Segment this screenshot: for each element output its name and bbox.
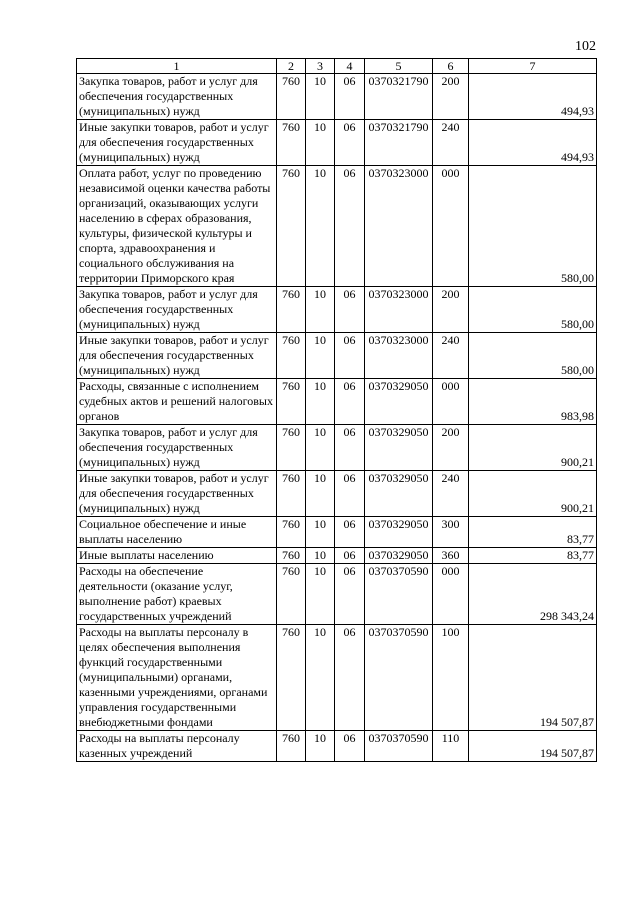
row-description: Закупка товаров, работ и услуг для обеспечения государственных (муниципальных) нужд xyxy=(77,425,277,471)
row-description: Закупка товаров, работ и услуг для обеспечения государственных (муниципальных) нужд xyxy=(77,74,277,120)
table-row xyxy=(77,471,597,517)
row-code-6: 200 xyxy=(433,287,469,333)
row-amount: 194 507,87 xyxy=(469,731,597,762)
row-amount: 83,77 xyxy=(469,517,597,548)
budget-table xyxy=(76,58,597,762)
row-code-4: 06 xyxy=(335,425,365,471)
row-code-5: 0370370590 xyxy=(365,731,433,762)
row-code-6: 300 xyxy=(433,517,469,548)
column-header: 4 xyxy=(335,59,365,74)
row-code-6: 200 xyxy=(433,425,469,471)
row-code-5: 0370321790 xyxy=(365,74,433,120)
row-code-3: 10 xyxy=(306,379,335,425)
row-code-3: 10 xyxy=(306,625,335,731)
row-code-5: 0370329050 xyxy=(365,425,433,471)
row-code-3: 10 xyxy=(306,333,335,379)
row-code-4: 06 xyxy=(335,379,365,425)
column-header: 6 xyxy=(433,59,469,74)
row-code-4: 06 xyxy=(335,517,365,548)
row-code-4: 06 xyxy=(335,333,365,379)
table-row xyxy=(77,564,597,625)
table-row xyxy=(77,548,597,564)
row-code-5: 0370329050 xyxy=(365,548,433,564)
table-row xyxy=(77,425,597,471)
row-code-2: 760 xyxy=(277,120,306,166)
row-code-2: 760 xyxy=(277,548,306,564)
row-description: Иные закупки товаров, работ и услуг для обеспечения государственных (муниципальных) нужд xyxy=(77,120,277,166)
row-code-5: 0370329050 xyxy=(365,379,433,425)
row-code-3: 10 xyxy=(306,731,335,762)
row-code-3: 10 xyxy=(306,120,335,166)
row-code-3: 10 xyxy=(306,564,335,625)
row-code-2: 760 xyxy=(277,287,306,333)
column-header: 2 xyxy=(277,59,306,74)
row-code-4: 06 xyxy=(335,471,365,517)
row-code-4: 06 xyxy=(335,548,365,564)
row-amount: 580,00 xyxy=(469,166,597,287)
row-code-3: 10 xyxy=(306,287,335,333)
row-code-4: 06 xyxy=(335,731,365,762)
row-code-3: 10 xyxy=(306,166,335,287)
row-code-4: 06 xyxy=(335,120,365,166)
table-body xyxy=(77,74,597,762)
row-code-2: 760 xyxy=(277,74,306,120)
row-code-6: 240 xyxy=(433,471,469,517)
table-row xyxy=(77,731,597,762)
row-code-2: 760 xyxy=(277,166,306,287)
table-row xyxy=(77,120,597,166)
row-description: Иные закупки товаров, работ и услуг для обеспечения государственных (муниципальных) нужд xyxy=(77,333,277,379)
row-code-5: 0370323000 xyxy=(365,333,433,379)
row-code-5: 0370370590 xyxy=(365,564,433,625)
row-code-6: 000 xyxy=(433,379,469,425)
table-row xyxy=(77,74,597,120)
row-amount: 194 507,87 xyxy=(469,625,597,731)
row-amount: 298 343,24 xyxy=(469,564,597,625)
row-code-6: 000 xyxy=(433,166,469,287)
table-row xyxy=(77,333,597,379)
row-code-2: 760 xyxy=(277,379,306,425)
row-code-5: 0370323000 xyxy=(365,287,433,333)
column-header: 5 xyxy=(365,59,433,74)
row-description: Иные выплаты населению xyxy=(77,548,277,564)
row-amount: 900,21 xyxy=(469,425,597,471)
row-code-2: 760 xyxy=(277,333,306,379)
row-code-3: 10 xyxy=(306,517,335,548)
row-code-3: 10 xyxy=(306,425,335,471)
row-code-6: 110 xyxy=(433,731,469,762)
row-code-2: 760 xyxy=(277,731,306,762)
header-row xyxy=(77,59,597,74)
row-code-5: 0370323000 xyxy=(365,166,433,287)
row-code-4: 06 xyxy=(335,625,365,731)
row-description: Оплата работ, услуг по проведению независимой оценки качества работы организаций, оказывающих услуги населению в сферах образования, культуры, физической культуры и спорта, здравоохранения и социального обслуживания на территории Приморского края xyxy=(77,166,277,287)
row-description: Расходы на выплаты персоналу в целях обеспечения выполнения функций государственными (муниципальными) органами, казенными учреждениями, органами управления государственными внебюджетными фондами xyxy=(77,625,277,731)
row-amount: 983,98 xyxy=(469,379,597,425)
page-number: 102 xyxy=(575,39,596,54)
row-amount: 494,93 xyxy=(469,74,597,120)
table-row xyxy=(77,379,597,425)
row-code-4: 06 xyxy=(335,74,365,120)
row-description: Социальное обеспечение и иные выплаты населению xyxy=(77,517,277,548)
row-code-2: 760 xyxy=(277,471,306,517)
table-row xyxy=(77,287,597,333)
row-code-5: 0370370590 xyxy=(365,625,433,731)
row-code-3: 10 xyxy=(306,548,335,564)
row-code-5: 0370321790 xyxy=(365,120,433,166)
row-amount: 494,93 xyxy=(469,120,597,166)
row-amount: 900,21 xyxy=(469,471,597,517)
row-amount: 580,00 xyxy=(469,287,597,333)
row-code-2: 760 xyxy=(277,425,306,471)
row-code-4: 06 xyxy=(335,166,365,287)
row-description: Расходы на выплаты персоналу казенных учреждений xyxy=(77,731,277,762)
row-code-5: 0370329050 xyxy=(365,517,433,548)
row-code-6: 360 xyxy=(433,548,469,564)
row-code-3: 10 xyxy=(306,74,335,120)
row-code-6: 240 xyxy=(433,333,469,379)
row-code-3: 10 xyxy=(306,471,335,517)
row-amount: 83,77 xyxy=(469,548,597,564)
column-header: 3 xyxy=(306,59,335,74)
row-code-6: 240 xyxy=(433,120,469,166)
row-code-6: 000 xyxy=(433,564,469,625)
table-row xyxy=(77,517,597,548)
row-description: Закупка товаров, работ и услуг для обеспечения государственных (муниципальных) нужд xyxy=(77,287,277,333)
table-row xyxy=(77,166,597,287)
row-code-2: 760 xyxy=(277,625,306,731)
column-header: 1 xyxy=(77,59,277,74)
table-row xyxy=(77,625,597,731)
row-description: Иные закупки товаров, работ и услуг для обеспечения государственных (муниципальных) нужд xyxy=(77,471,277,517)
row-code-2: 760 xyxy=(277,517,306,548)
row-description: Расходы, связанные с исполнением судебных актов и решений налоговых органов xyxy=(77,379,277,425)
row-description: Расходы на обеспечение деятельности (оказание услуг, выполнение работ) краевых государственных учреждений xyxy=(77,564,277,625)
row-code-2: 760 xyxy=(277,564,306,625)
row-code-4: 06 xyxy=(335,287,365,333)
column-header: 7 xyxy=(469,59,597,74)
row-code-6: 200 xyxy=(433,74,469,120)
row-code-4: 06 xyxy=(335,564,365,625)
row-code-5: 0370329050 xyxy=(365,471,433,517)
row-amount: 580,00 xyxy=(469,333,597,379)
row-code-6: 100 xyxy=(433,625,469,731)
